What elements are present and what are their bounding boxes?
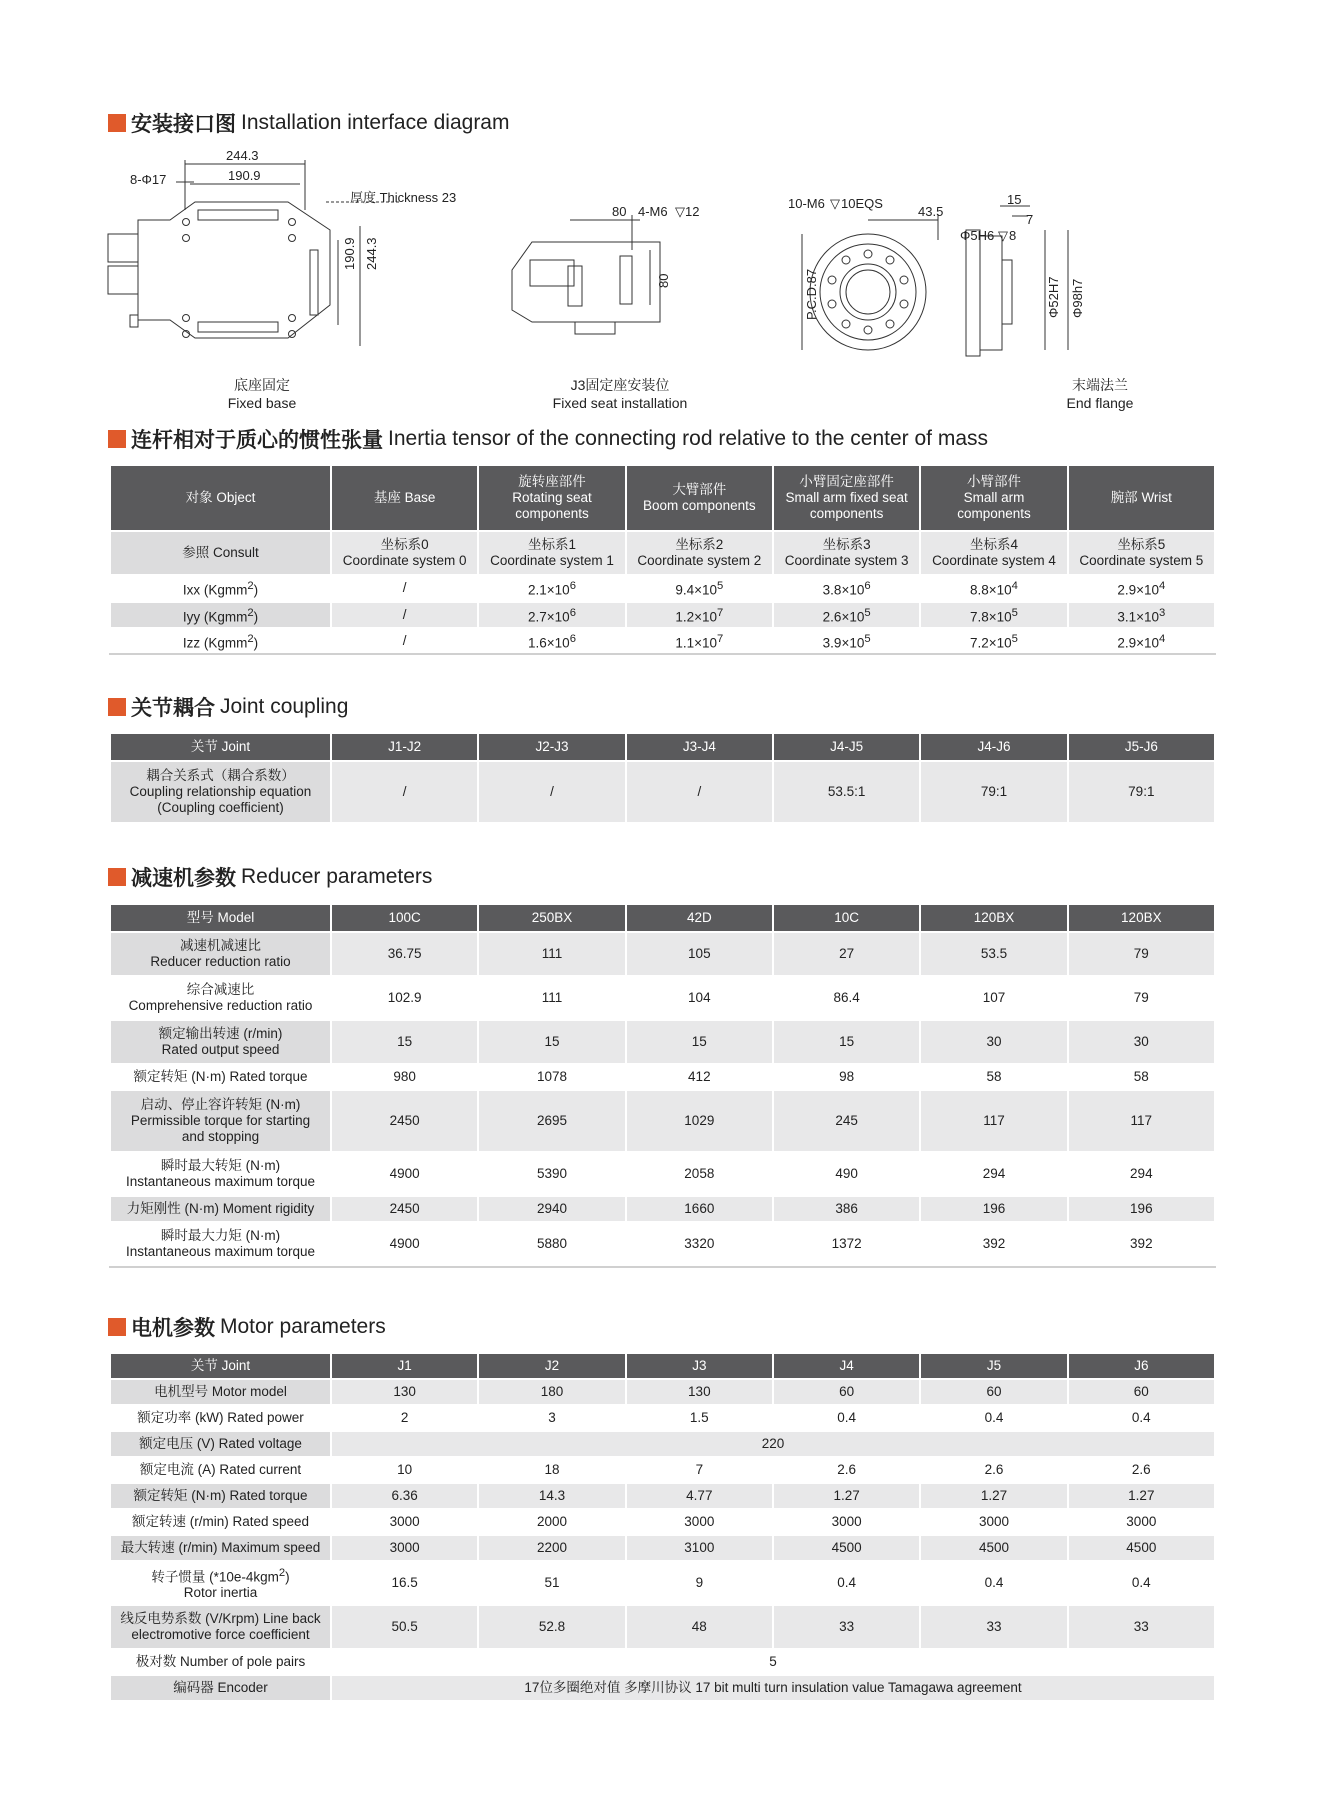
table-cell: 245: [774, 1091, 919, 1151]
table-cell: 耦合关系式（耦合系数） Coupling relationship equation (Coupling coefficient): [111, 762, 330, 822]
table-cell: 2940: [479, 1197, 624, 1221]
table-cell: 3320: [627, 1223, 772, 1265]
table-cell: 79: [1069, 977, 1214, 1019]
table-cell: 转子惯量 (*10e-4kgm$^2$) Rotor inertia: [111, 1562, 330, 1604]
table-row: [111, 933, 1214, 975]
table-header-cell: J1-J2: [332, 734, 477, 760]
table-cell: 坐标系3 Coordinate system 3: [774, 532, 919, 574]
table-cell: 130: [627, 1380, 772, 1404]
table-cell: 0.4: [774, 1562, 919, 1604]
table-header-cell: J4-J5: [774, 734, 919, 760]
table-cell: 1372: [774, 1223, 919, 1265]
table-cell: 60: [921, 1380, 1066, 1404]
table-cell: 105: [627, 933, 772, 975]
seat-dim-2b: ▽: [675, 204, 685, 219]
table-cell: 16.5: [332, 1562, 477, 1604]
table-cell: 111: [479, 933, 624, 975]
table-cell: 线反电势系数 (V/Krpm) Line back electromotive force coefficient: [111, 1606, 330, 1648]
table-cell: 130: [332, 1380, 477, 1404]
table-header-cell: J5-J6: [1069, 734, 1214, 760]
table-cell: $2.6\times 10^5$: [774, 603, 919, 628]
table-cell: $1.6\times 10^6$: [479, 629, 624, 654]
table-header-cell: J1: [332, 1354, 477, 1378]
table-cell: 0.4: [921, 1562, 1066, 1604]
table-cell: $7.8\times 10^5$: [921, 603, 1066, 628]
table-cell: 4.77: [627, 1484, 772, 1508]
table-cell: 98: [774, 1065, 919, 1089]
table-cell: 2695: [479, 1091, 624, 1151]
table-cell: 48: [627, 1606, 772, 1648]
table-cell: $2.9\times 10^4$: [1069, 576, 1214, 601]
table-cell: 196: [1069, 1197, 1214, 1221]
table-cell: 4500: [1069, 1536, 1214, 1560]
table-cell: 104: [627, 977, 772, 1019]
table-cell: 30: [1069, 1021, 1214, 1063]
table-header-cell: J4: [774, 1354, 919, 1378]
table-cell: 2450: [332, 1197, 477, 1221]
header-small-arm-seat: 小臂固定座部件 Small arm fixed seat components: [774, 466, 919, 530]
seat-dim-2: 4-M6: [638, 204, 668, 219]
table-header-cell: J3: [627, 1354, 772, 1378]
caption-fixed-seat: J3固定座安装位 Fixed seat installation: [552, 377, 688, 411]
table-cell: 6.36: [332, 1484, 477, 1508]
table-cell: 14.3: [479, 1484, 624, 1508]
svg-text:▽: ▽: [998, 228, 1008, 243]
table-cell: 坐标系5 Coordinate system 5: [1069, 532, 1214, 574]
table-cell: $1.2\times 10^7$: [627, 603, 772, 628]
table-cell: 60: [1069, 1380, 1214, 1404]
table-cell: 107: [921, 977, 1066, 1019]
table-cell: 电机型号 Motor model: [111, 1380, 330, 1404]
seat-dim-1: 80: [612, 204, 627, 219]
table-header-row: [111, 466, 1214, 530]
table-row: [111, 532, 1214, 574]
table-cell: 10: [332, 1458, 477, 1482]
table-cell: 196: [921, 1197, 1066, 1221]
table-cell: Ixx (Kgmm$^2$): [111, 576, 330, 601]
flange-dim-2b: 8: [1009, 228, 1017, 243]
table-cell: 2.6: [921, 1458, 1066, 1482]
table-cell: 瞬时最大力矩 (N·m) Instantaneous maximum torque: [111, 1223, 330, 1265]
table-cell: $3.9\times 10^5$: [774, 629, 919, 654]
motor-table: [109, 1352, 1216, 1702]
table-cell: 额定转速 (r/min) Rated speed: [111, 1510, 330, 1534]
installation-diagrams: [100, 150, 1230, 420]
flange-pcd: P.C.D.87: [804, 268, 819, 320]
table-header-row: [111, 1354, 1214, 1378]
table-cell: 0.4: [1069, 1562, 1214, 1604]
table-row: [111, 1536, 1214, 1560]
base-v2: 244.3: [364, 237, 379, 270]
table-cell: $8.8\times 10^4$: [921, 576, 1066, 601]
table-row: [111, 1650, 1214, 1674]
table-cell: 2.6: [774, 1458, 919, 1482]
section-title-inertia: 连杆相对于质心的惯性张量 Inertia tensor of the connecting rod relative to the center of mass: [108, 424, 988, 454]
table-cell: Iyy (Kgmm$^2$): [111, 603, 330, 628]
table-cell: 17位多圈绝对值 多摩川协议 17 bit multi turn insulation value Tamagawa agreement: [332, 1676, 1214, 1700]
table-row: [111, 1510, 1214, 1534]
table-cell: $3.8\times 10^6$: [774, 576, 919, 601]
table-cell: 3000: [627, 1510, 772, 1534]
table-cell: 4900: [332, 1223, 477, 1265]
table-row: [111, 1484, 1214, 1508]
table-cell: 15: [774, 1021, 919, 1063]
table-cell: 额定功率 (kW) Rated power: [111, 1406, 330, 1430]
flange-dim-2: Φ5H6: [960, 228, 995, 243]
table-cell: 36.75: [332, 933, 477, 975]
table-header-cell: 120BX: [1069, 905, 1214, 931]
table-cell: 86.4: [774, 977, 919, 1019]
table-cell: 2450: [332, 1091, 477, 1151]
table-cell: 180: [479, 1380, 624, 1404]
table-cell: 27: [774, 933, 919, 975]
table-cell: 2200: [479, 1536, 624, 1560]
divider: [109, 653, 1216, 655]
table-cell: 58: [1069, 1065, 1214, 1089]
table-cell: 294: [921, 1153, 1066, 1195]
fixed-seat-drawing: [512, 215, 660, 334]
caption-fixed-base: 底座固定 Fixed base: [227, 377, 297, 411]
table-cell: 3100: [627, 1536, 772, 1560]
table-cell: 参照 Consult: [111, 532, 330, 574]
table-cell: 瞬时最大转矩 (N·m) Instantaneous maximum torque: [111, 1153, 330, 1195]
table-cell: 2058: [627, 1153, 772, 1195]
flange-side-4: Φ98h7: [1070, 278, 1085, 318]
table-header-cell: 型号 Model: [111, 905, 330, 931]
table-cell: 53.5:1: [774, 762, 919, 822]
table-cell: 79:1: [1069, 762, 1214, 822]
table-cell: /: [332, 762, 477, 822]
base-v1: 190.9: [342, 237, 357, 270]
table-header-cell: J4-J6: [921, 734, 1066, 760]
table-cell: $3.1\times 10^3$: [1069, 603, 1214, 628]
table-cell: 1029: [627, 1091, 772, 1151]
table-row: [111, 1065, 1214, 1089]
table-cell: 18: [479, 1458, 624, 1482]
table-row: [111, 1406, 1214, 1430]
section-marker: [108, 114, 126, 132]
base-thickness: 厚度 Thickness 23: [350, 190, 457, 205]
table-cell: 0.4: [774, 1406, 919, 1430]
table-cell: 坐标系2 Coordinate system 2: [627, 532, 772, 574]
table-cell: 5880: [479, 1223, 624, 1265]
table-cell: 力矩刚性 (N·m) Moment rigidity: [111, 1197, 330, 1221]
table-row: [111, 629, 1214, 654]
table-cell: 52.8: [479, 1606, 624, 1648]
flange-side-1: 15: [1007, 192, 1022, 207]
table-cell: /: [332, 603, 477, 628]
table-cell: 294: [1069, 1153, 1214, 1195]
table-row: [111, 1091, 1214, 1151]
table-cell: 2000: [479, 1510, 624, 1534]
table-cell: 坐标系4 Coordinate system 4: [921, 532, 1066, 574]
table-row: [111, 576, 1214, 601]
table-cell: 额定电流 (A) Rated current: [111, 1458, 330, 1482]
table-row: [111, 1562, 1214, 1604]
table-cell: 15: [627, 1021, 772, 1063]
table-cell: 5: [332, 1650, 1214, 1674]
table-row: [111, 1223, 1214, 1265]
table-cell: $2.7\times 10^6$: [479, 603, 624, 628]
base-dim-1: 244.3: [226, 150, 259, 163]
table-cell: 51: [479, 1562, 624, 1604]
table-cell: 117: [921, 1091, 1066, 1151]
table-header-row: [111, 905, 1214, 931]
table-cell: 1.5: [627, 1406, 772, 1430]
table-header-cell: J6: [1069, 1354, 1214, 1378]
table-cell: 额定电压 (V) Rated voltage: [111, 1432, 330, 1456]
divider: [109, 1266, 1216, 1268]
table-cell: 3000: [332, 1536, 477, 1560]
table-cell: 220: [332, 1432, 1214, 1456]
table-cell: 额定输出转速 (r/min) Rated output speed: [111, 1021, 330, 1063]
table-cell: 3: [479, 1406, 624, 1430]
table-cell: 启动、停止容许转矩 (N·m) Permissible torque for starting and stopping: [111, 1091, 330, 1151]
table-header-cell: J5: [921, 1354, 1066, 1378]
table-cell: 减速机减速比 Reducer reduction ratio: [111, 933, 330, 975]
seat-v1: 80: [656, 273, 671, 288]
section-title-install: 安装接口图 Installation interface diagram: [108, 108, 509, 138]
table-cell: 392: [1069, 1223, 1214, 1265]
table-cell: 1.27: [921, 1484, 1066, 1508]
table-cell: 117: [1069, 1091, 1214, 1151]
table-cell: 综合减速比 Comprehensive reduction ratio: [111, 977, 330, 1019]
table-header-cell: 10C: [774, 905, 919, 931]
table-cell: /: [479, 762, 624, 822]
table-cell: 最大转速 (r/min) Maximum speed: [111, 1536, 330, 1560]
table-cell: 3000: [1069, 1510, 1214, 1534]
flange-dim-1: 43.5: [918, 204, 944, 219]
table-cell: 编码器 Encoder: [111, 1676, 330, 1700]
table-row: [111, 1197, 1214, 1221]
table-cell: 5390: [479, 1153, 624, 1195]
table-cell: 980: [332, 1065, 477, 1089]
table-row: [111, 603, 1214, 628]
flange-side-2: 7: [1026, 212, 1034, 227]
table-row: [111, 1021, 1214, 1063]
table-cell: 4500: [921, 1536, 1066, 1560]
table-header-cell: J2-J3: [479, 734, 624, 760]
table-cell: /: [627, 762, 772, 822]
table-cell: 33: [921, 1606, 1066, 1648]
table-row: [111, 1380, 1214, 1404]
flange-holes: 10-M6: [788, 196, 825, 211]
table-cell: 额定转矩 (N·m) Rated torque: [111, 1065, 330, 1089]
table-cell: 102.9: [332, 977, 477, 1019]
table-row: [111, 977, 1214, 1019]
table-cell: 392: [921, 1223, 1066, 1265]
table-cell: 33: [774, 1606, 919, 1648]
table-cell: 58: [921, 1065, 1066, 1089]
table-cell: 79: [1069, 933, 1214, 975]
table-row: [111, 1432, 1214, 1456]
coupling-table: [109, 732, 1216, 824]
table-header-cell: 120BX: [921, 905, 1066, 931]
table-cell: 15: [332, 1021, 477, 1063]
table-cell: 9: [627, 1562, 772, 1604]
header-small-arm: 小臂部件 Small arm components: [921, 466, 1066, 530]
table-cell: $2.9\times 10^4$: [1069, 629, 1214, 654]
table-cell: 1660: [627, 1197, 772, 1221]
table-cell: 490: [774, 1153, 919, 1195]
table-cell: 4500: [774, 1536, 919, 1560]
table-cell: 412: [627, 1065, 772, 1089]
header-rotating-seat: 旋转座部件 Rotating seat components: [479, 466, 624, 530]
header-object: 对象 Object: [111, 466, 330, 530]
table-header-cell: 100C: [332, 905, 477, 931]
table-header-cell: J3-J4: [627, 734, 772, 760]
table-cell: 0.4: [921, 1406, 1066, 1430]
table-cell: $2.1\times 10^6$: [479, 576, 624, 601]
flange-side-3: Φ52H7: [1046, 276, 1061, 318]
base-dim-2: 190.9: [228, 168, 261, 183]
table-cell: Izz (Kgmm$^2$): [111, 629, 330, 654]
table-cell: $1.1\times 10^7$: [627, 629, 772, 654]
table-header-cell: 关节 Joint: [111, 1354, 330, 1378]
header-base: 基座 Base: [332, 466, 477, 530]
table-cell: 60: [774, 1380, 919, 1404]
table-cell: /: [332, 629, 477, 654]
section-title-motor: 电机参数 Motor parameters: [108, 1312, 386, 1342]
table-cell: 1.27: [1069, 1484, 1214, 1508]
table-cell: 3000: [332, 1510, 477, 1534]
table-cell: 30: [921, 1021, 1066, 1063]
svg-text:▽: ▽: [830, 196, 840, 211]
table-cell: 额定转矩 (N·m) Rated torque: [111, 1484, 330, 1508]
table-header-row: [111, 734, 1214, 760]
table-cell: 3000: [774, 1510, 919, 1534]
table-cell: 1.27: [774, 1484, 919, 1508]
table-cell: 4900: [332, 1153, 477, 1195]
table-cell: $9.4\times 10^5$: [627, 576, 772, 601]
table-cell: 386: [774, 1197, 919, 1221]
table-cell: $7.2\times 10^5$: [921, 629, 1066, 654]
table-cell: 33: [1069, 1606, 1214, 1648]
table-cell: 坐标系0 Coordinate system 0: [332, 532, 477, 574]
base-holes: 8-Φ17: [130, 172, 167, 187]
header-boom: 大臂部件 Boom components: [627, 466, 772, 530]
table-row: [111, 1153, 1214, 1195]
table-row: [111, 1676, 1214, 1700]
table-cell: 111: [479, 977, 624, 1019]
table-cell: 79:1: [921, 762, 1066, 822]
table-cell: 坐标系1 Coordinate system 1: [479, 532, 624, 574]
section-title-coupling: 关节耦合 Joint coupling: [108, 692, 348, 722]
table-cell: 7: [627, 1458, 772, 1482]
table-row: [111, 1458, 1214, 1482]
table-cell: 极对数 Number of pole pairs: [111, 1650, 330, 1674]
table-cell: 15: [479, 1021, 624, 1063]
table-header-cell: 关节 Joint: [111, 734, 330, 760]
end-flange-drawing: [802, 206, 1068, 356]
inertia-table: [109, 464, 1216, 656]
table-cell: 50.5: [332, 1606, 477, 1648]
table-cell: 53.5: [921, 933, 1066, 975]
table-row: [111, 762, 1214, 822]
flange-holes-b: 10EQS: [841, 196, 883, 211]
table-cell: 0.4: [1069, 1406, 1214, 1430]
caption-end-flange: 末端法兰 End flange: [1066, 377, 1134, 411]
header-wrist: 腕部 Wrist: [1069, 466, 1214, 530]
table-cell: 1078: [479, 1065, 624, 1089]
table-header-cell: 42D: [627, 905, 772, 931]
table-header-cell: 250BX: [479, 905, 624, 931]
seat-dim-2b-val: 12: [685, 204, 700, 219]
table-cell: 3000: [921, 1510, 1066, 1534]
table-header-cell: J2: [479, 1354, 624, 1378]
reducer-table: [109, 903, 1216, 1267]
table-cell: /: [332, 576, 477, 601]
section-title-reducer: 减速机参数 Reducer parameters: [108, 862, 432, 892]
table-cell: 2.6: [1069, 1458, 1214, 1482]
table-row: [111, 1606, 1214, 1648]
table-cell: 2: [332, 1406, 477, 1430]
